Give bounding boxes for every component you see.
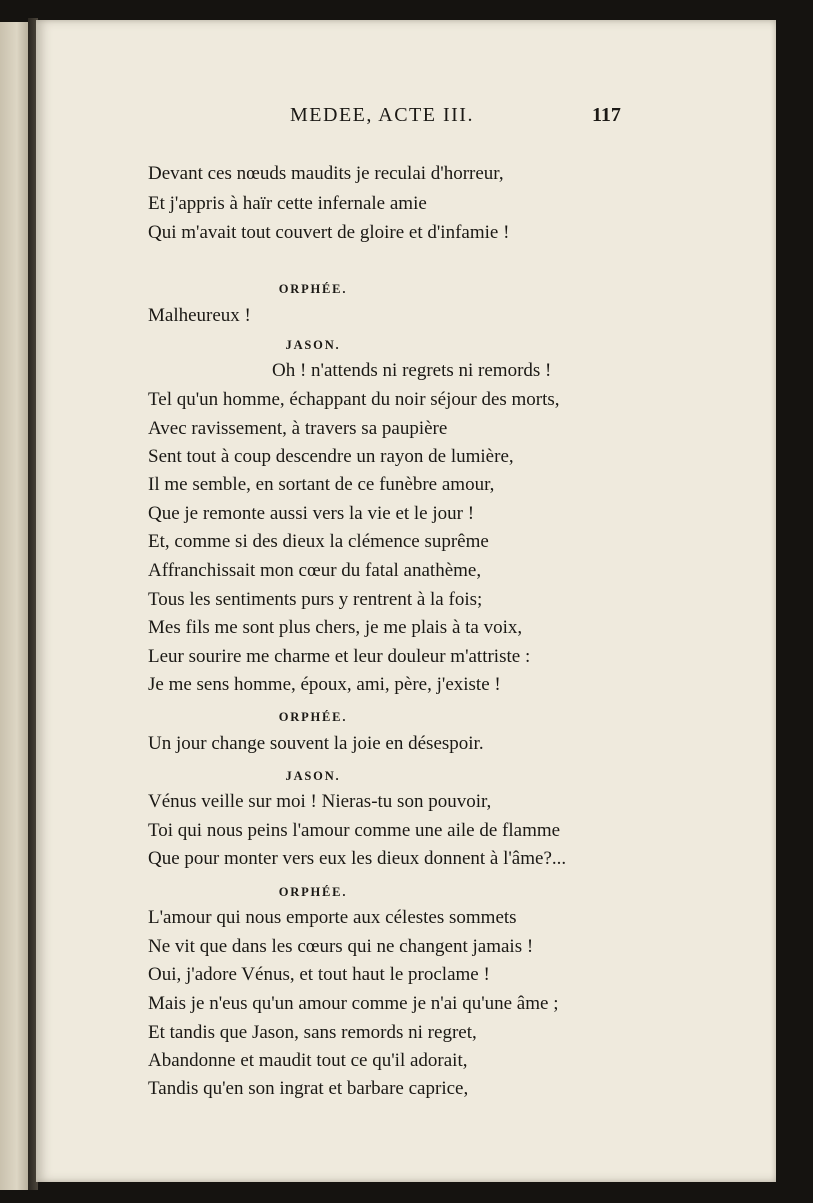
- speaker-name: ORPHÉE.: [278, 885, 348, 899]
- verse-line: Malheureux !: [148, 305, 251, 326]
- verse-line: L'amour qui nous emporte aux célestes sommets: [148, 907, 517, 928]
- verse-line: Tous les sentiments purs y rentrent à la fois;: [148, 589, 483, 610]
- show-through-texture: [506, 155, 756, 715]
- book-page: [36, 20, 776, 1182]
- left-page-edge: [0, 22, 29, 1190]
- verse-line: Et tandis que Jason, sans remords ni regret,: [148, 1022, 477, 1043]
- verse-line: Mes fils me sont plus chers, je me plais à ta voix,: [148, 617, 523, 638]
- verse-line: Que je remonte aussi vers la vie et le jour !: [148, 503, 475, 524]
- running-head: [36, 104, 776, 134]
- speaker-name: JASON.: [285, 769, 341, 783]
- verse-line: Et, comme si des dieux la clémence suprême: [148, 531, 489, 552]
- verse-line: Que pour monter vers eux les dieux donnent à l'âme?...: [148, 848, 567, 869]
- verse-line: Leur sourire me charme et leur douleur m'attriste :: [148, 646, 531, 667]
- speaker-name: ORPHÉE.: [278, 710, 348, 724]
- verse-line: Avec ravissement, à travers sa paupière: [148, 418, 448, 439]
- verse-line: Vénus veille sur moi ! Nieras-tu son pouvoir,: [148, 791, 492, 812]
- verse-line: Abandonne et maudit tout ce qu'il adorait,: [148, 1050, 468, 1071]
- running-head-title: MEDEE, ACTE III.: [290, 104, 474, 126]
- verse-line: Je me sens homme, époux, ami, père, j'existe !: [148, 674, 501, 695]
- verse-line: Qui m'avait tout couvert de gloire et d'infamie !: [148, 222, 510, 243]
- verse-line: Sent tout à coup descendre un rayon de lumière,: [148, 446, 514, 467]
- verse-line: Devant ces nœuds maudits je reculai d'horreur,: [148, 163, 504, 184]
- verse-line: Et j'appris à haïr cette infernale amie: [148, 193, 427, 214]
- verse-line: Affranchissait mon cœur du fatal anathème,: [148, 560, 482, 581]
- verse-line: Un jour change souvent la joie en désespoir.: [148, 733, 484, 754]
- verse-line: Toi qui nous peins l'amour comme une aile de flamme: [148, 820, 561, 841]
- speaker-name: ORPHÉE.: [278, 282, 348, 296]
- verse-line: Mais je n'eus qu'un amour comme je n'ai qu'une âme ;: [148, 993, 559, 1014]
- verse-line: Tel qu'un homme, échappant du noir séjour des morts,: [148, 389, 560, 410]
- speaker-name: JASON.: [285, 338, 341, 352]
- verse-line: Ne vit que dans les cœurs qui ne changent jamais !: [148, 936, 534, 957]
- verse-line: Il me semble, en sortant de ce funèbre amour,: [148, 474, 495, 495]
- verse-line: Oh ! n'attends ni regrets ni remords !: [272, 360, 552, 381]
- verse-line: Oui, j'adore Vénus, et tout haut le proclame !: [148, 964, 490, 985]
- page-number: 117: [592, 104, 621, 126]
- verse-line: Tandis qu'en son ingrat et barbare caprice,: [148, 1078, 469, 1099]
